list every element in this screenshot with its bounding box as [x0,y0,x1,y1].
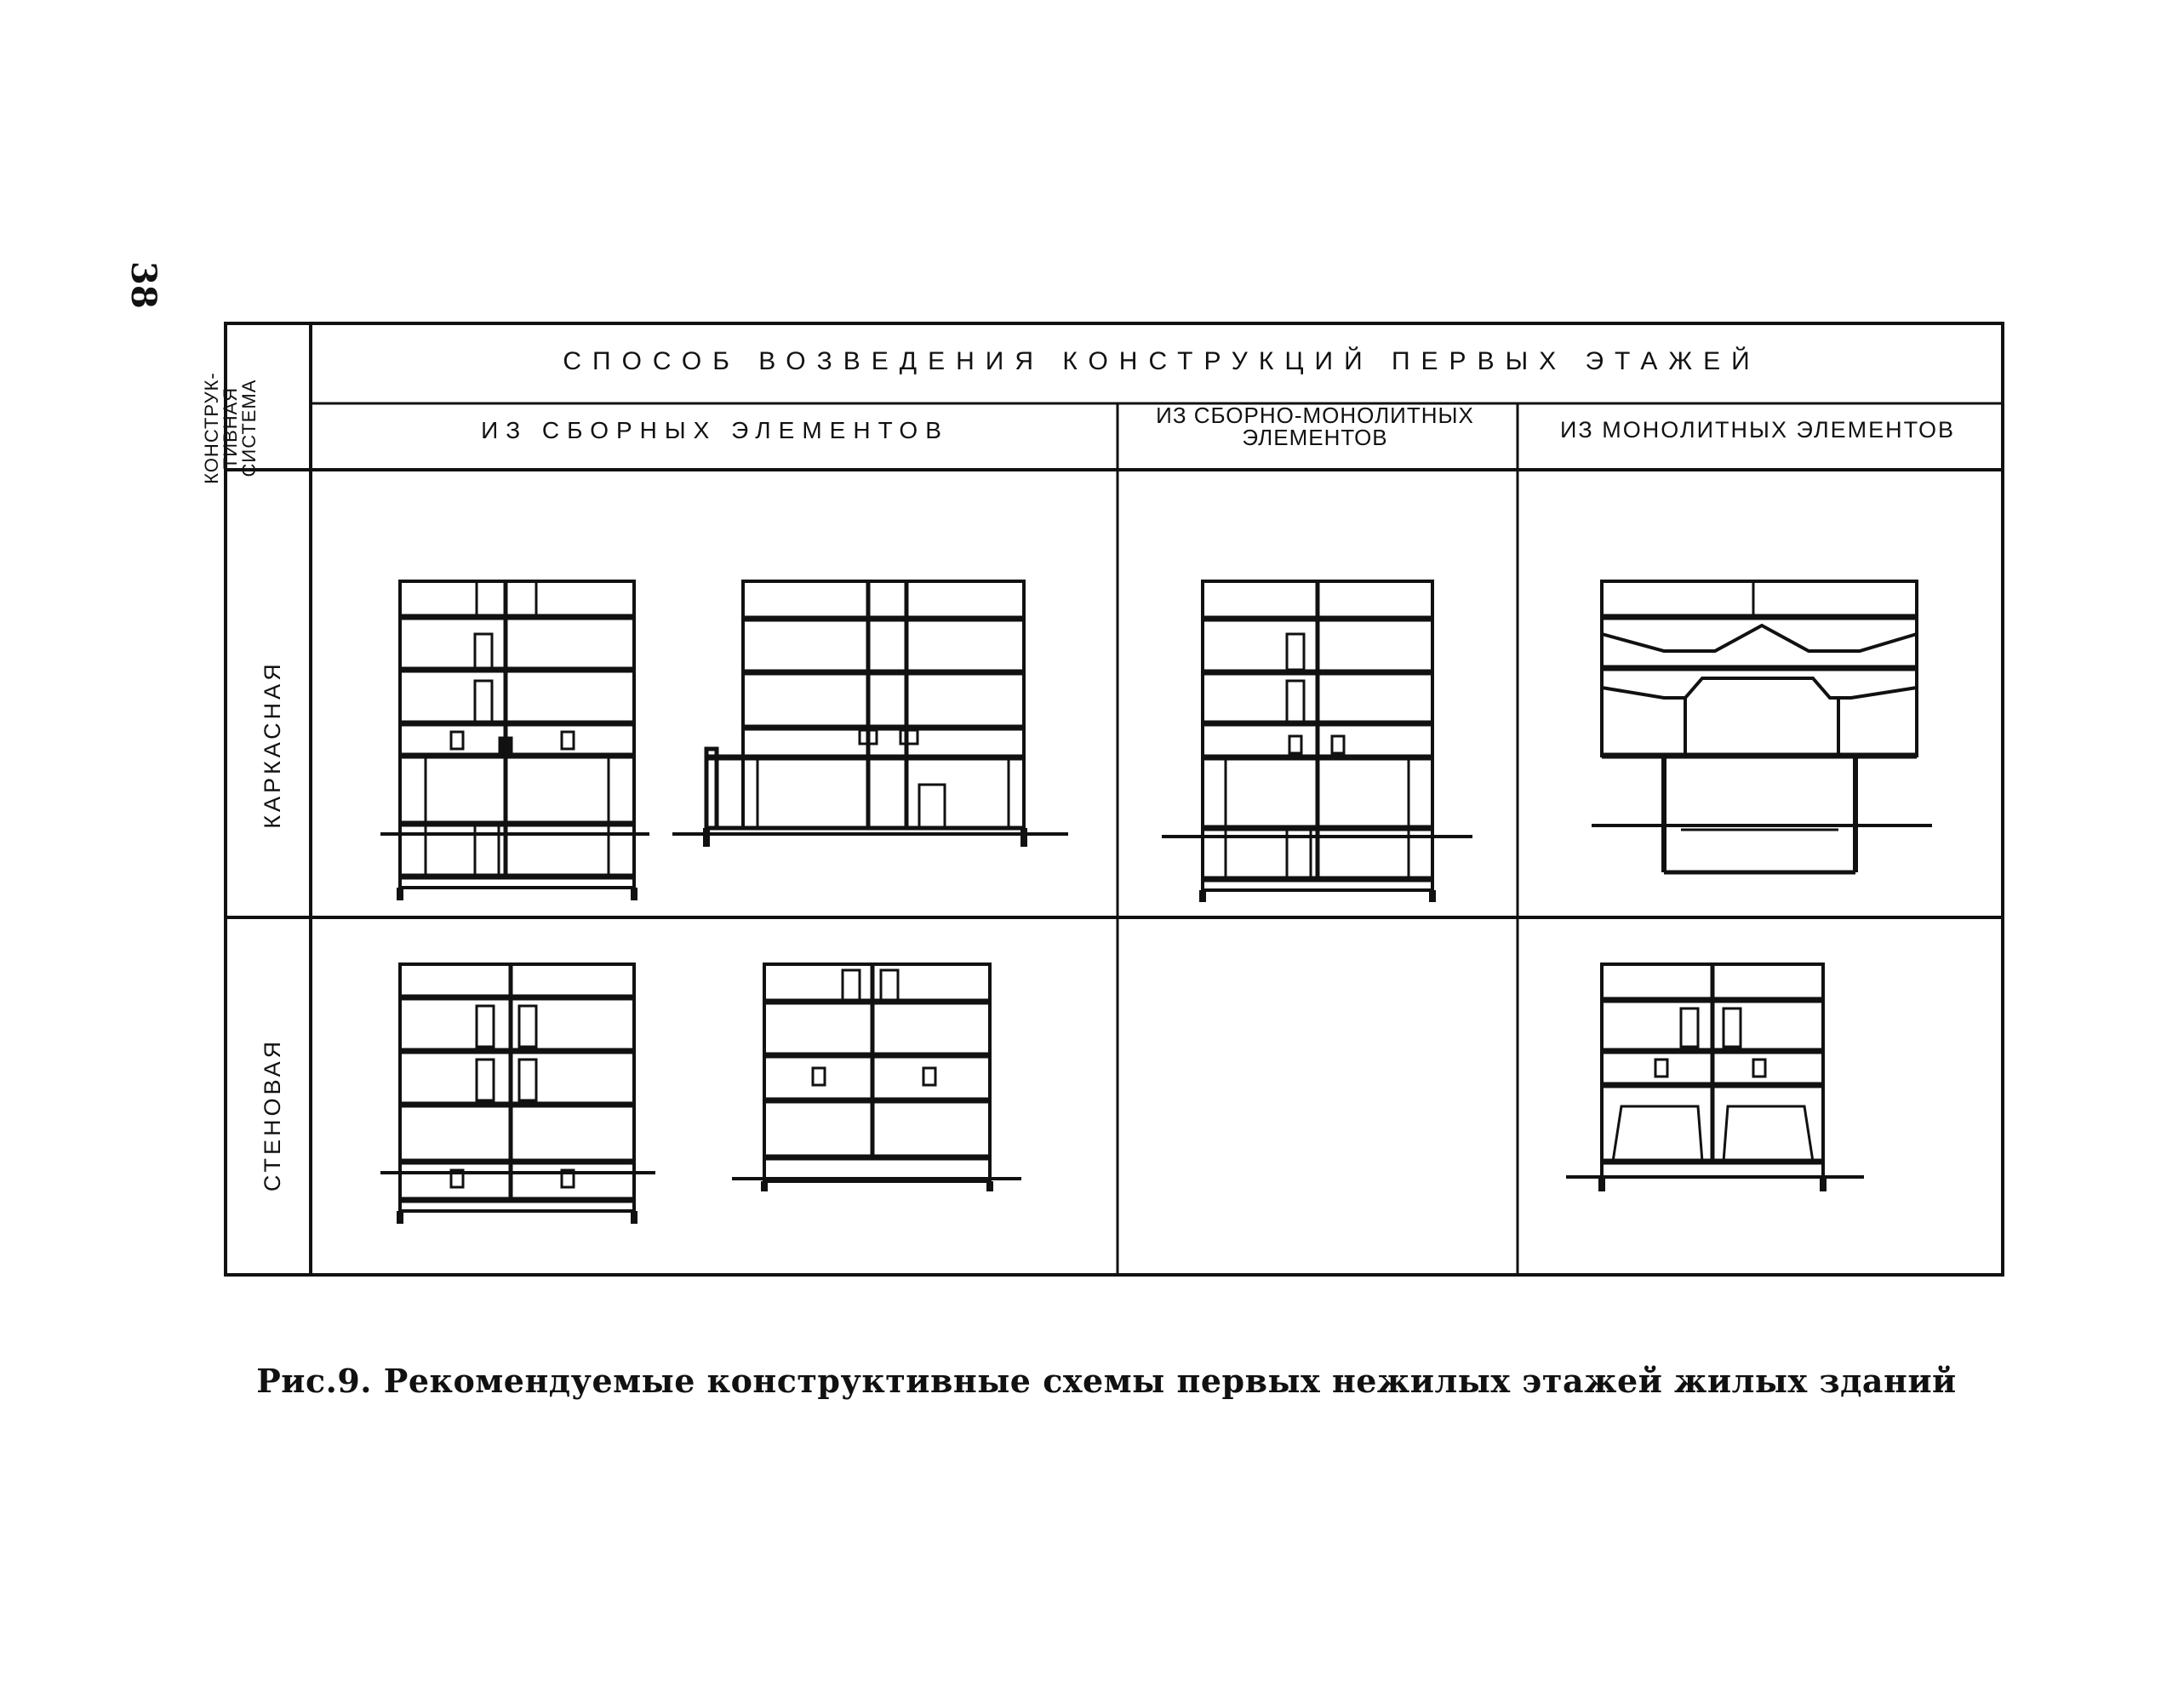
row-header-frame: КАРКАСНАЯ [260,660,285,829]
main-header: СПОСОБ ВОЗВЕДЕНИЯ КОНСТРУКЦИЙ ПЕРВЫХ ЭТАЖЕЙ [563,347,1761,375]
drawing-wall-prefab-1 [380,964,655,1224]
drawing-wall-monolithic [1566,964,1864,1191]
column-header-prefab: ИЗ СБОРНЫХ ЭЛЕМЕНТОВ [481,417,949,443]
column-header-monolithic: ИЗ МОНОЛИТНЫХ ЭЛЕМЕНТОВ [1560,417,1955,443]
corner-header: КОНСТРУК-ТИВНАЯ СИСТЕМА [201,372,260,484]
column-header-semi-monolithic: ИЗ СБОРНО-МОНОЛИТНЫХ ЭЛЕМЕНТОВ [1156,403,1474,450]
row-header-wall: СТЕНОВАЯ [260,1037,285,1192]
drawing-frame-monolithic [1592,581,1932,872]
table-border [226,323,2003,1275]
drawing-frame-prefab-1 [380,581,649,900]
page-number: 38 [123,261,163,309]
figure-caption: Рис.9. Рекомендуемые конструктивные схемы первых нежилых этажей жилых зданий [256,1362,1957,1400]
drawing-wall-prefab-2 [732,964,1021,1191]
drawing-frame-semi-monolithic [1162,581,1472,902]
drawing-frame-prefab-2 [672,581,1068,847]
